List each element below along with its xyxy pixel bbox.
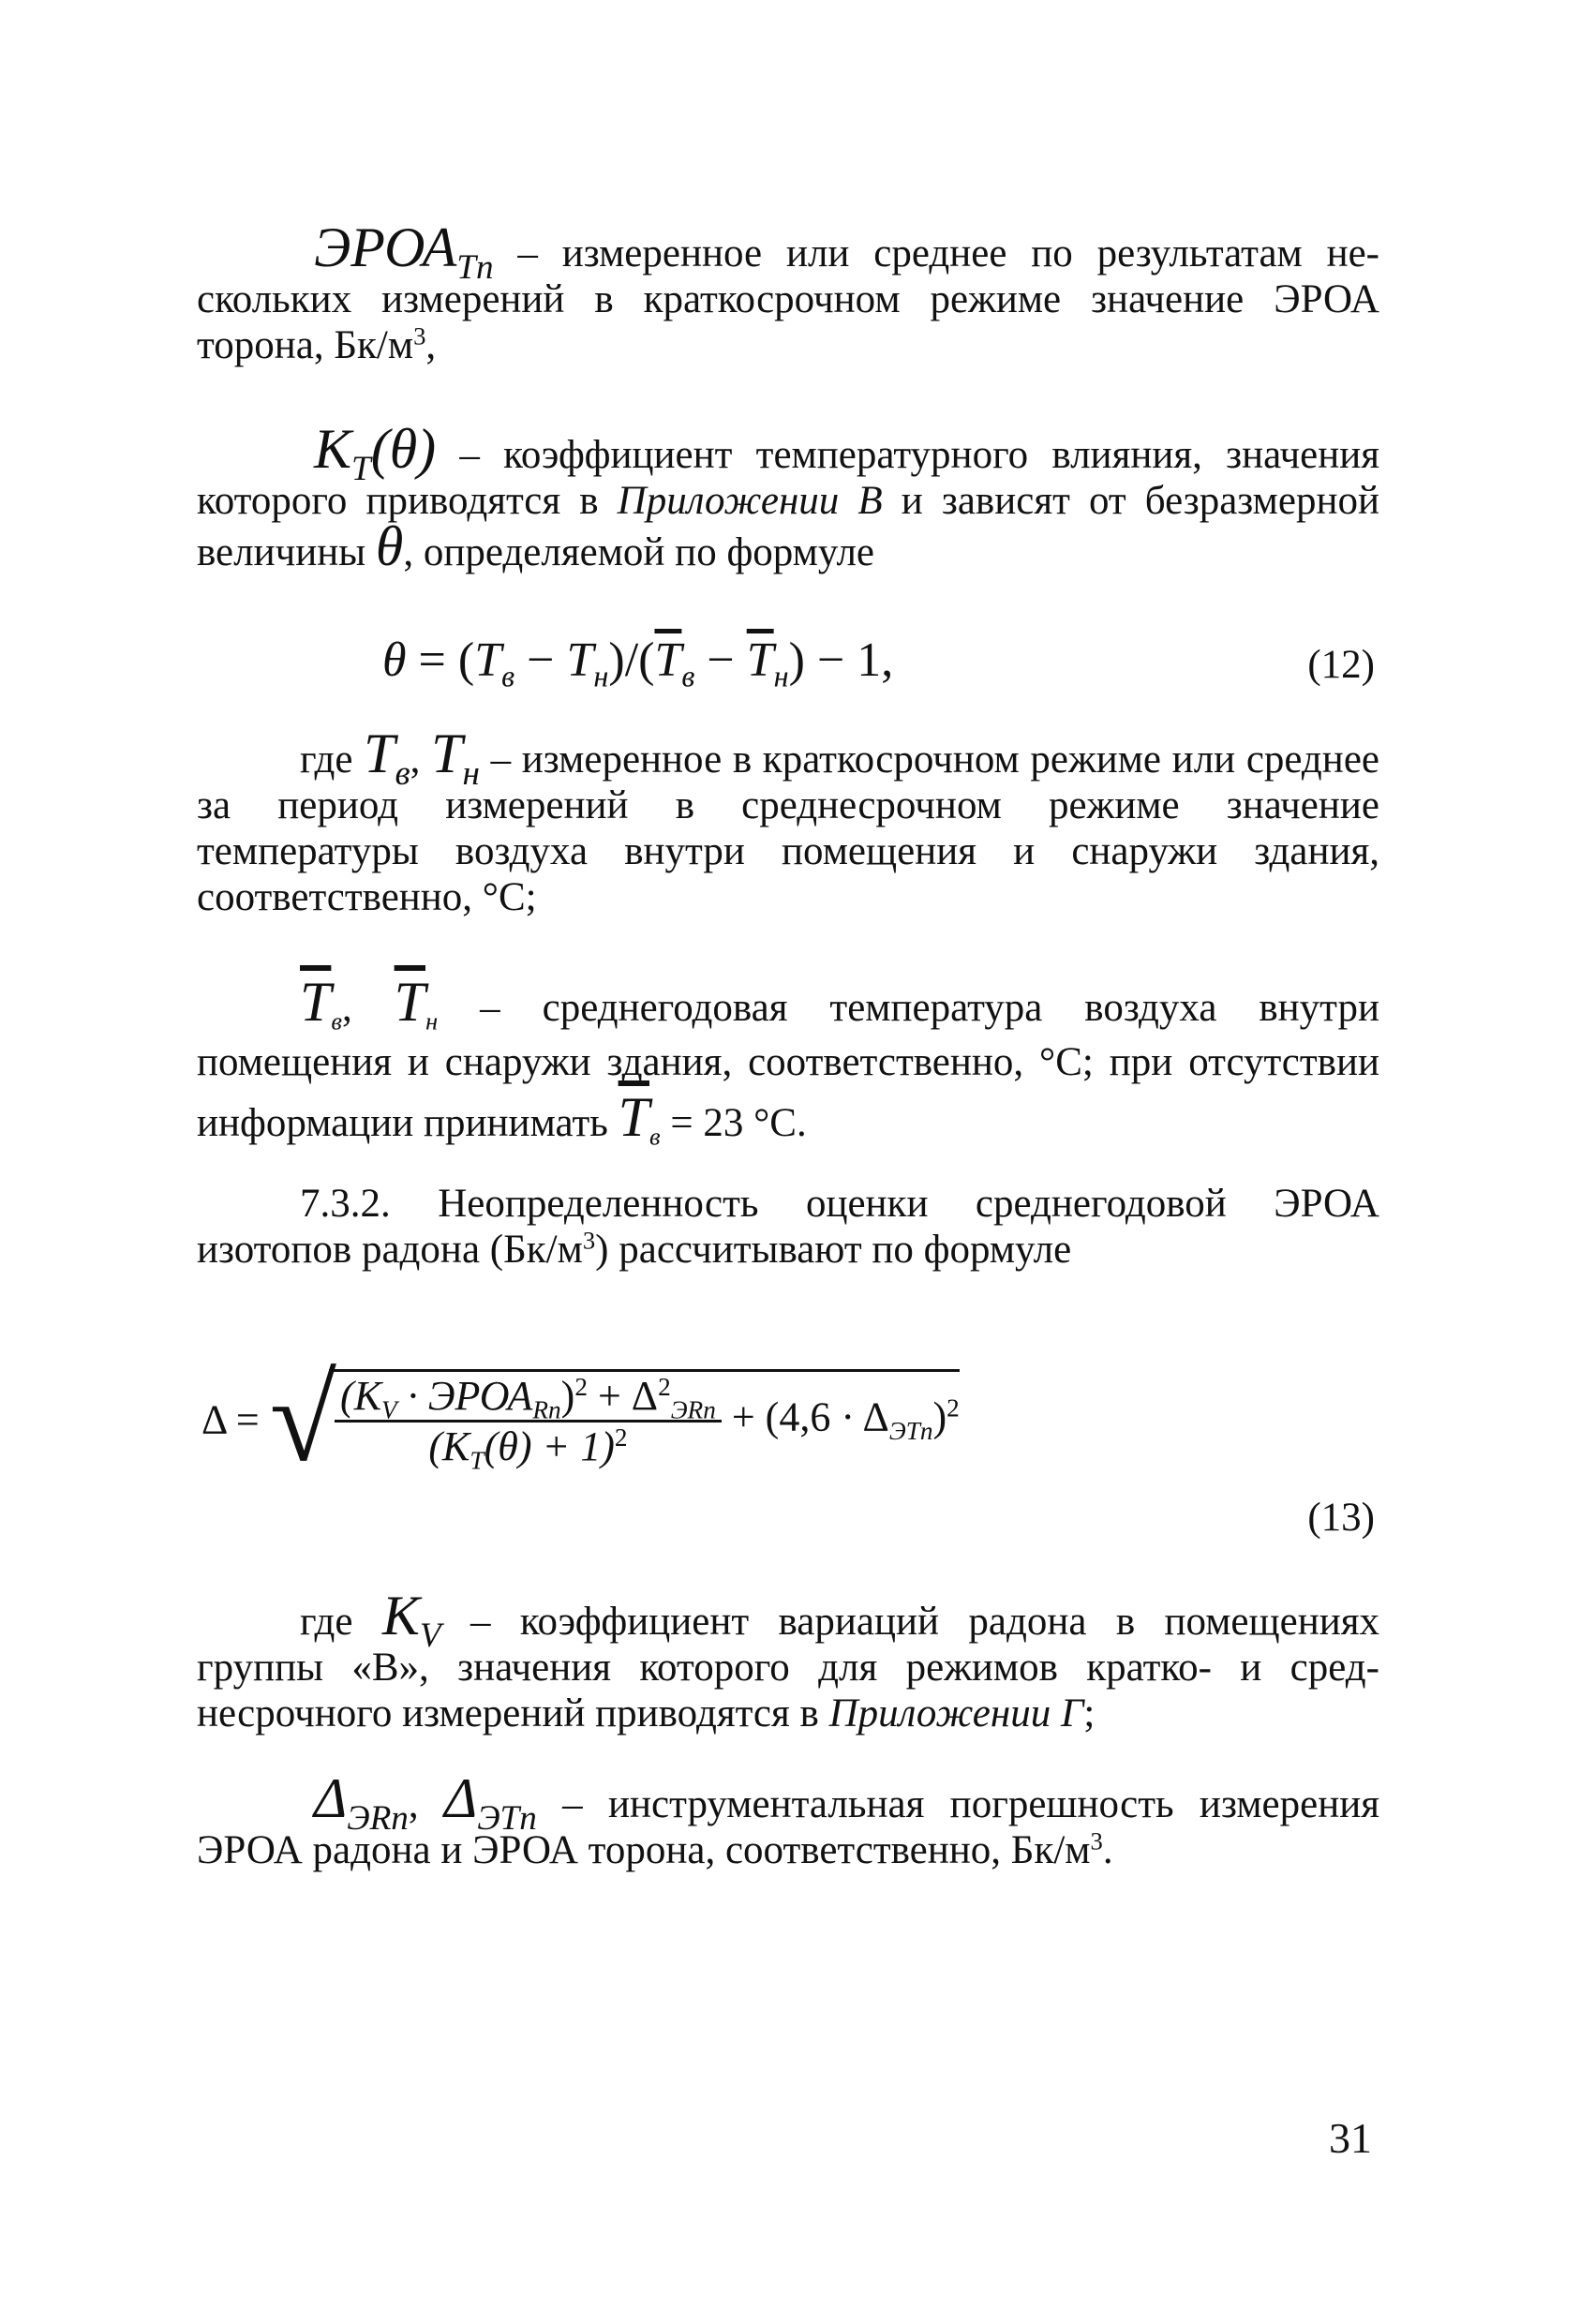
section-7-3-2: 7.3.2. Неопределенность оценки среднегодовой ЭРОА изотопов радона $(Бк/м^3)$ рассчитывают по формуле xyxy=(197,1182,1379,1272)
theta-symbol: θ xyxy=(375,515,404,577)
equation-number-12: (12) xyxy=(1307,643,1375,687)
equation-13: Δ = √ $\frac{(K_V \cdot ЭРОА_{Rn})^2 + \Delta^2_{ЭRn}}{(K_T(\theta) + 1)^2}$ + $(4,6 \cdot \Delta_{ЭTn})^2$ xyxy=(201,1352,960,1487)
where-mean-temperature: $\overline{T}_в$, $\overline{T}_н$ – среднегодовая температура воздуха внутри помещения и снаружи здания, соответственно, °С; при отсутствии информации принимать $\overline{T}_в = 23$ °С. xyxy=(197,971,1379,1151)
where-kv: где $K_V$ – коэффициент вариаций радона в помещениях группы «В», значения которого для режимов кратко- и среднесрочного измерений приводятся в Приложении Г; xyxy=(197,1585,1379,1736)
eq13-fraction: $\frac{(K_V \cdot ЭРОА_{Rn})^2 + \Delta^2_{ЭRn}}{(K_T(\theta) + 1)^2}$ xyxy=(335,1372,722,1470)
definition-kt: $K_T(\theta)$ – коэффициент температурного влияния, значения которого приводятся в Приложении В и зависят от безразмерной величины θ, определяемой по формуле xyxy=(197,418,1379,577)
where-delta-instrumental: $\Delta_{ЭRn}$, $\Delta_{ЭTn}$ – инструментальная погрешность измерения ЭРОА радона и ЭРОА торона, соответственно, $Бк/м^3$. xyxy=(197,1767,1380,1872)
equation-12: $\theta = (T_в - T_н)/(\overline{T}_в - \overline{T}_н) - 1$, xyxy=(382,633,894,693)
appendix-g-ref: Приложении Г xyxy=(828,1691,1084,1736)
definition-eroa-thoron: $ЭРОА_{Tn}$ – измеренное или среднее по результатам нескольких измерений в краткосрочном режиме значение ЭРОА торона, $Бк/м^3$, xyxy=(197,216,1379,367)
appendix-b-ref: Приложении В xyxy=(617,479,883,523)
eroa-symbol: $ЭРОА_{Tn}$ xyxy=(314,216,494,288)
page-number: 31 xyxy=(1329,2114,1372,2162)
where-tv-tn: где $T_в$, $T_н$ – измеренное в краткосрочном режиме или среднее за период измерений в среднесрочном режиме значение температуры воздуха внутри помещения и снаружи здания, соответственно, °С; xyxy=(197,723,1379,919)
equation-number-13: (13) xyxy=(1307,1496,1375,1540)
kt-symbol: $K_T(\theta)$ xyxy=(314,418,437,489)
